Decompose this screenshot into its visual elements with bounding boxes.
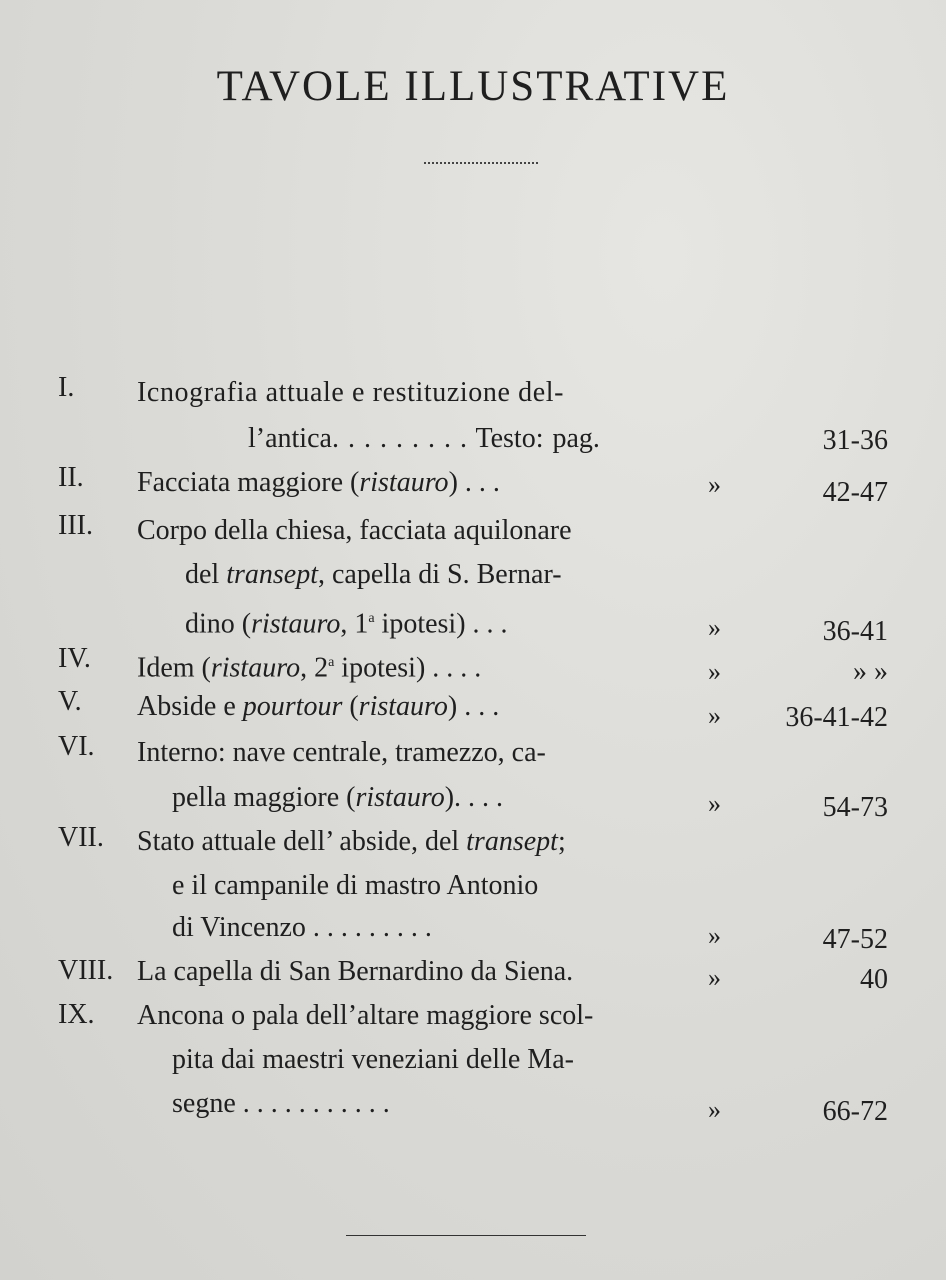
- entry-5-pages: 36-41-42: [785, 702, 888, 733]
- entry-7-line-1: Stato attuale dell’ abside, del transept;: [137, 826, 566, 857]
- dotted-rule: [424, 162, 538, 164]
- entry-8-pages: 40: [860, 964, 888, 995]
- entry-5-number: V.: [58, 686, 82, 717]
- entry-9-line-2: pita dai maestri veneziani delle Ma-: [172, 1044, 574, 1075]
- entry-6-number: VI.: [58, 731, 95, 762]
- entry-7-pages: 47-52: [822, 924, 888, 955]
- entry-6-ditto: »: [708, 789, 721, 818]
- entry-2-pages: 42-47: [822, 477, 888, 508]
- entry-8-ditto: »: [708, 963, 721, 992]
- entry-8-number: VIII.: [58, 955, 114, 986]
- bottom-rule: [346, 1235, 586, 1236]
- entry-5-ditto: »: [708, 701, 721, 730]
- entry-2-text: Facciata maggiore (ristauro) . . .: [137, 467, 500, 498]
- entry-9-number: IX.: [58, 999, 95, 1030]
- page-heading: TAVOLE ILLUSTRATIVE: [216, 63, 730, 110]
- entry-4-line-1: Idem (ristauro, 2$^a$ ipotesi) . . . .: [137, 652, 482, 684]
- entry-9-pages: 66-72: [822, 1096, 888, 1127]
- entry-3-line-3: dino (ristauro, 1$^a$ ipotesi) . . .: [185, 608, 508, 640]
- entry-3-ditto: »: [708, 613, 721, 642]
- entry-1-line-1: Icnografia attuale e restituzione del-: [137, 377, 565, 408]
- entry-9-line-3: segne . . . . . . . . . . .: [172, 1088, 390, 1119]
- entry-4-number: IV.: [58, 643, 91, 674]
- entry-2-line-1: [137, 467, 500, 499]
- entry-7-ditto: »: [708, 921, 721, 950]
- entry-6-pages: 54-73: [822, 792, 888, 823]
- entry-2-ditto: »: [708, 470, 721, 499]
- entry-1-pages: 31-36: [822, 425, 888, 456]
- entry-8-line-1: La capella di San Bernardino da Siena.: [137, 956, 574, 987]
- entry-3-line-2: del transept, capella di S. Bernar-: [185, 559, 562, 590]
- entry-6-line-1: Interno: nave centrale, tramezzo, ca-: [137, 737, 546, 768]
- entry-7-number: VII.: [58, 822, 104, 853]
- entry-6-line-2: pella maggiore (ristauro). . . .: [172, 782, 504, 813]
- entry-3-line-1: Corpo della chiesa, facciata aquilonare: [137, 515, 572, 546]
- entry-9-ditto: »: [708, 1095, 721, 1124]
- entry-1-number: I.: [58, 372, 75, 403]
- entry-1-line-2: l’antica. . . . . . . . . Testo: pag.: [248, 423, 600, 454]
- entry-4-pages: » »: [853, 656, 888, 687]
- entry-3-pages: 36-41: [822, 616, 888, 647]
- entry-5-line-1: Abside e pourtour (ristauro) . . .: [137, 691, 500, 722]
- entry-9-line-1: Ancona o pala dell’altare maggiore scol-: [137, 1000, 594, 1031]
- entry-7-line-2: e il campanile di mastro Antonio: [172, 870, 539, 901]
- entry-3-number: III.: [58, 510, 93, 541]
- entry-4-ditto: »: [708, 657, 721, 686]
- entry-7-line-3: di Vincenzo . . . . . . . . .: [172, 912, 432, 943]
- entry-2-number: II.: [58, 462, 84, 493]
